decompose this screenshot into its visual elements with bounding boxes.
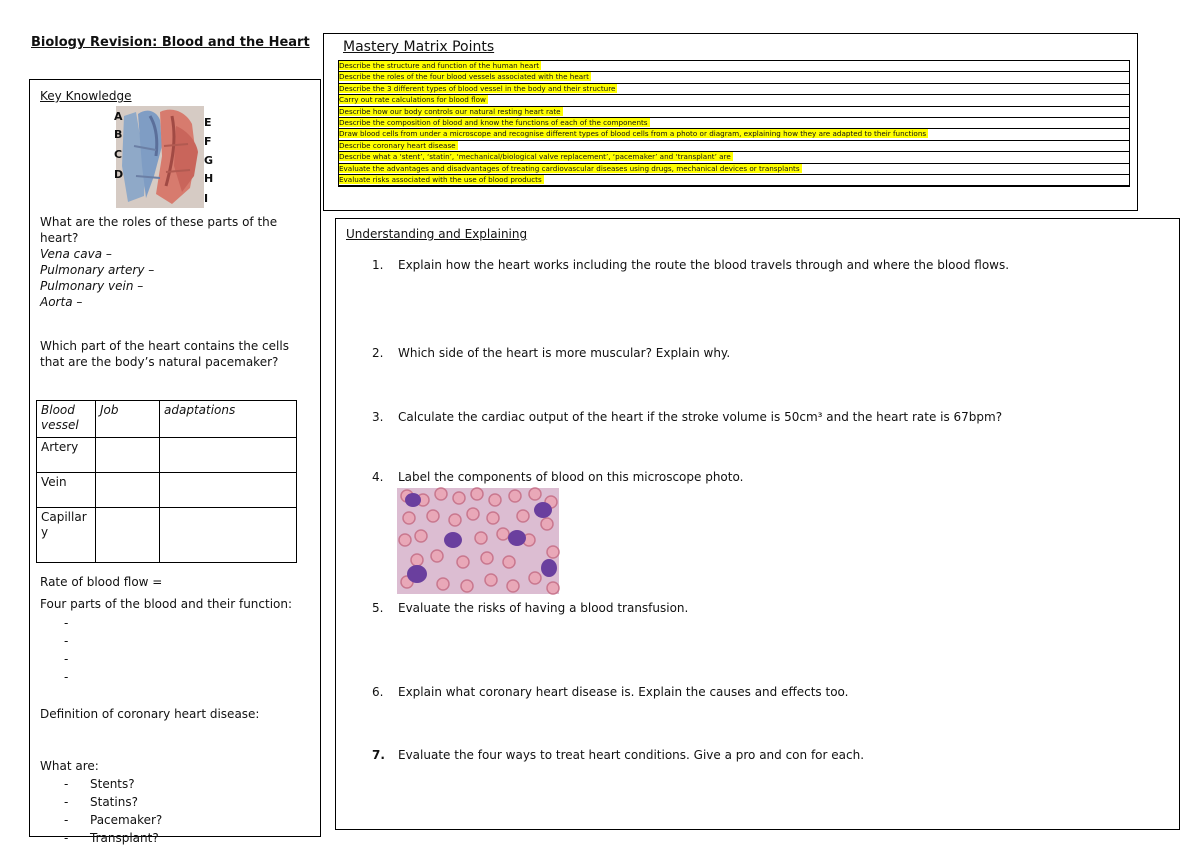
list-item: Describe coronary heart disease [339, 141, 1129, 152]
list-item: Describe the composition of blood and know the functions of each of the components [339, 118, 1129, 129]
table-header: Blood vessel [37, 401, 96, 438]
four-parts-heading: Four parts of the blood and their function: [40, 597, 293, 611]
heart-label-b: B [114, 128, 123, 141]
heart-label-g: G [204, 154, 214, 167]
list-item: Evaluate the advantages and disadvantages of treating cardiovascular diseases using drugs, mechanical devices or transplants [339, 164, 1129, 175]
question-number: 1. [372, 258, 384, 272]
table-row-label: Artery [37, 438, 96, 473]
question-text: Explain how the heart works including the route the blood travels through and where the blood flows. [398, 258, 1010, 272]
question-text: Calculate the cardiac output of the heart if the stroke volume is 50cm³ and the heart rate is 67bpm? [398, 410, 1003, 424]
table-cell[interactable] [160, 438, 297, 473]
mastery-matrix-list [338, 60, 1130, 187]
heart-label-f: F [204, 135, 212, 148]
heart-label-c: C [114, 148, 123, 161]
heart-label-e: E [204, 116, 212, 129]
blood-vessel-table [36, 400, 297, 563]
table-cell[interactable] [160, 508, 297, 563]
understanding-heading: Understanding and Explaining [346, 227, 528, 241]
key-knowledge-heading: Key Knowledge [40, 89, 132, 103]
table-cell[interactable] [160, 473, 297, 508]
heart-diagram [116, 106, 204, 208]
what-are-item-transplant: Transplant? [90, 831, 159, 845]
question-7 [356, 747, 864, 763]
list-item: Describe how our body controls our natural resting heart rate [339, 107, 1129, 118]
question-number: 6. [372, 685, 384, 699]
blood-part-line: - [64, 652, 69, 666]
mastery-matrix-title: Mastery Matrix Points [343, 39, 495, 55]
question-1 [356, 257, 1009, 273]
part-pulmonary-artery: Pulmonary artery – [40, 263, 155, 277]
heart-label-d: D [114, 168, 124, 181]
chd-definition: Definition of coronary heart disease: [40, 707, 260, 721]
question-number: 2. [372, 346, 384, 360]
blood-part-line: - [64, 634, 69, 648]
what-are-dash: - [64, 831, 69, 845]
question-text: Evaluate the four ways to treat heart conditions. Give a pro and con for each. [398, 748, 865, 762]
pacemaker-question: Which part of the heart contains the cells that are the body’s natural pacemaker? [40, 339, 289, 369]
list-item: Evaluate risks associated with the use of blood products [339, 175, 1129, 186]
what-are-item-pacemaker: Pacemaker? [90, 813, 163, 827]
understanding-box [335, 218, 1180, 830]
question-6 [356, 684, 849, 700]
question-number: 7. [372, 748, 385, 762]
question-text: Evaluate the risks of having a blood transfusion. [398, 601, 689, 615]
part-pulmonary-vein: Pulmonary vein – [40, 279, 144, 293]
what-are-item-stents: Stents? [90, 777, 135, 791]
roles-question: What are the roles of these parts of the heart? [40, 215, 278, 245]
list-item: Carry out rate calculations for blood flow [339, 95, 1129, 106]
question-number: 4. [372, 470, 384, 484]
list-item: Draw blood cells from under a microscope and recognise different types of blood cells from a photo or diagram, explaining how they are adapted to their functions [339, 129, 1129, 140]
table-cell[interactable] [96, 438, 160, 473]
part-vena-cava: Vena cava – [40, 247, 112, 261]
question-4 [356, 469, 743, 485]
heart-label-a: A [114, 110, 123, 123]
table-header: adaptations [160, 401, 297, 438]
question-2 [356, 345, 730, 361]
question-text: Label the components of blood on this microscope photo. [398, 470, 744, 484]
blood-part-line: - [64, 616, 69, 630]
heart-label-h: H [204, 172, 214, 185]
question-text: Explain what coronary heart disease is. Explain the causes and effects too. [398, 685, 849, 699]
blood-part-line: - [64, 670, 69, 684]
table-row-label: Vein [37, 473, 96, 508]
question-3 [356, 409, 1002, 425]
table-cell[interactable] [96, 473, 160, 508]
table-cell[interactable] [96, 508, 160, 563]
part-aorta: Aorta – [40, 295, 83, 309]
key-knowledge-panel [29, 79, 321, 845]
list-item: Describe the structure and function of the human heart [339, 61, 1129, 72]
blood-microscope-photo [397, 488, 559, 594]
table-row-label: Capillary [37, 508, 96, 563]
table-header: Job [96, 401, 160, 438]
question-text: Which side of the heart is more muscular? Explain why. [398, 346, 731, 360]
question-5 [356, 600, 688, 616]
page-title: Biology Revision: Blood and the Heart [31, 35, 310, 50]
what-are-dash: - [64, 777, 69, 791]
list-item: Describe what a ‘stent’, ‘statin’, ‘mechanical/biological valve replacement’, ‘pacemaker’ and ‘transplant’ are [339, 152, 1129, 163]
what-are-item-statins: Statins? [90, 795, 138, 809]
list-item: Describe the roles of the four blood vessels associated with the heart [339, 72, 1129, 83]
question-number: 3. [372, 410, 384, 424]
rate-of-blood-flow: Rate of blood flow = [40, 575, 163, 589]
mastery-matrix-box [323, 33, 1138, 211]
heart-label-i: I [204, 192, 209, 205]
what-are-dash: - [64, 813, 69, 827]
question-number: 5. [372, 601, 384, 615]
what-are-heading: What are: [40, 759, 99, 773]
what-are-dash: - [64, 795, 69, 809]
list-item: Describe the 3 different types of blood vessel in the body and their structure [339, 84, 1129, 95]
